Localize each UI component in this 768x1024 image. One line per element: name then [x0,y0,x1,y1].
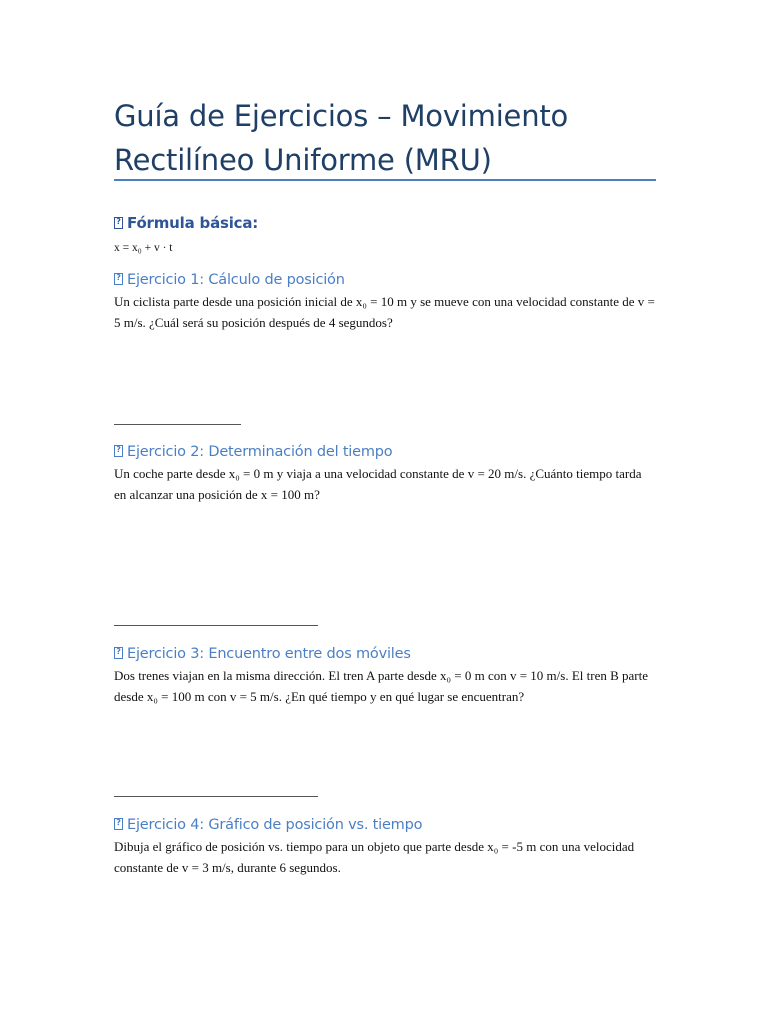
missing-glyph-icon [114,273,123,285]
title-underline [114,179,656,181]
exercise-2-text: Un coche parte desde x₀ = 0 m y viaja a una velocidad constante de v = 20 m/s. ¿Cuánto tiempo tarda en alcanzar una posición de x = 100 m? [114,466,642,502]
exercise-2-heading [114,442,392,462]
exercise-4-heading-text: Ejercicio 4: Gráfico de posición vs. tiempo [127,817,423,833]
missing-glyph-icon [114,217,123,229]
formula-heading-text: Fórmula básica: [127,214,259,232]
exercise-2-heading-text: Ejercicio 2: Determinación del tiempo [127,444,393,460]
exercise-3-heading [114,644,411,664]
answer-line-3 [114,796,318,797]
exercise-1-heading [114,270,345,290]
exercise-4-text: Dibuja el gráfico de posición vs. tiempo para un objeto que parte desde x₀ = -5 m con una velocidad constante de v = 3 m/s, durante 6 segundos. [114,839,635,875]
exercise-3-text: Dos trenes viajan en la misma dirección. El tren A parte desde x₀ = 0 m con v = 10 m/s. El tren B parte desde x₀ = 100 m con v = 5 m/s. ¿En qué tiempo y en qué lugar se encuentran? [114,668,649,704]
exercise-4-heading [114,815,422,835]
exercise-1-text: Un ciclista parte desde una posición inicial de x₀ = 10 m y se mueve con una velocidad constante de v = 5 m/s. ¿Cuál será su posición después de 4 segundos? [114,294,655,330]
document-title: Guía de Ejercicios – Movimiento Rectilíneo Uniforme (MRU) [114,99,569,177]
missing-glyph-icon [114,445,123,457]
missing-glyph-icon [114,818,123,830]
exercise-1-heading-text: Ejercicio 1: Cálculo de posición [127,272,345,288]
exercise-3-heading-text: Ejercicio 3: Encuentro entre dos móviles [127,646,411,662]
missing-glyph-icon [114,647,123,659]
formula-heading [114,213,258,233]
answer-line-2 [114,625,318,626]
formula-text: x = x₀ + v · t [114,242,173,254]
answer-line-1 [114,424,241,425]
